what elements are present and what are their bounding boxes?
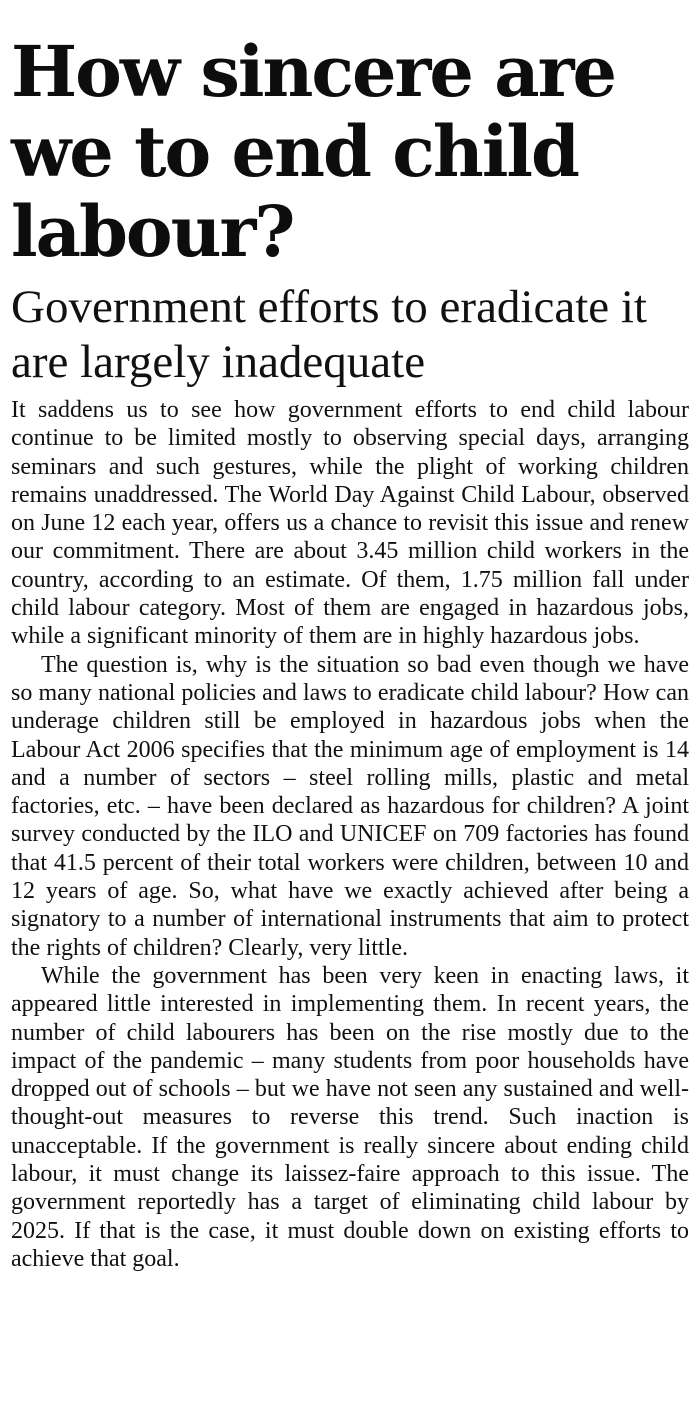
headline: How sincere are we to end child labour? xyxy=(11,30,616,273)
body-paragraph-1: It saddens us to see how government efforts to end child labour continue to be limited mostly to observing special days, arranging seminars and such gestures, while the plight of working children remains unaddressed. The World Day Against Child Labour, observed on June 12 each year, offers us a chance to revisit this issue and renew our commitment. There are about 3.45 million child workers in the country, according to an estimate. Of them, 1.75 million fall under child labour category. Most of them are engaged in hazardous jobs, while a significant minority of them are in highly hazardous jobs. xyxy=(11,397,689,650)
article-body xyxy=(11,396,689,1273)
subheadline: Government efforts to eradicate it are largely inadequate xyxy=(11,281,647,388)
body-paragraph-2: The question is, why is the situation so bad even though we have so many national policies and laws to eradicate child labour? How can underage children still be employed in hazardous jobs when the Labour Act 2006 specifies that the minimum age of employment is 14 and a number of sectors – steel rolling mills, plastic and metal factories, etc. – have been declared as hazardous for children? A joint survey conducted by the ILO and UNICEF on 709 factories has found that 41.5 percent of their total workers were children, between 10 and 12 years of age. So, what have we exactly achieved after being a signatory to a number of international instruments that aim to protect the rights of children? Clearly, very little. xyxy=(11,651,689,961)
body-paragraph-3: While the government has been very keen in enacting laws, it appeared little interested in implementing them. In recent years, the number of child labourers has been on the rise mostly due to the impact of the pandemic – many students from poor households have dropped out of schools – but we have not seen any sustained and well-thought-out measures to reverse this trend. Such inaction is unacceptable. If the government is really sincere about ending child labour, it must change its laissez-faire approach to this issue. The government reportedly has a target of eliminating child labour by 2025. If that is the case, it must double down on existing efforts to achieve that goal. xyxy=(11,962,689,1272)
